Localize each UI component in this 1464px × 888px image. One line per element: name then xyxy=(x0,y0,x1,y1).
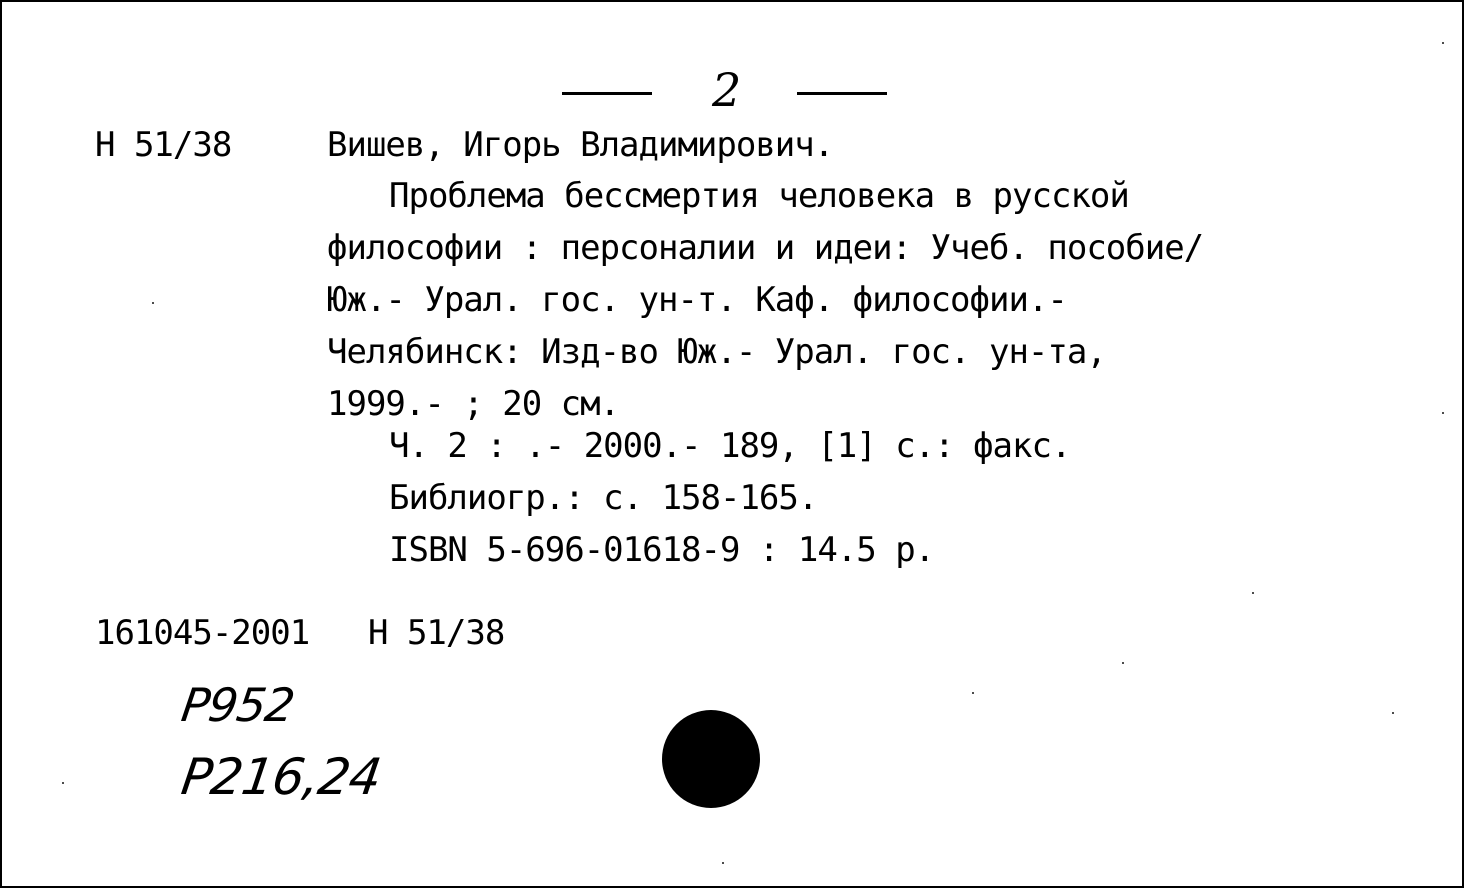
title-line: Проблема бессмертия человека в русской xyxy=(389,176,1129,216)
page-number: 2 xyxy=(712,63,742,117)
handwritten-mark: Р952 xyxy=(178,678,298,732)
scan-speck xyxy=(1442,412,1444,414)
call-number-top: Н 51/38 xyxy=(95,125,232,165)
scan-speck xyxy=(972,692,974,694)
title-description xyxy=(327,170,1277,430)
title-line: философии : персоналии и идеи: Учеб. пособие/ xyxy=(327,228,1204,268)
scan-speck xyxy=(152,302,154,304)
author-heading: Вишев, Игорь Владимирович. xyxy=(327,125,834,165)
title-line: Челябинск: Изд-во Юж.- Урал. гос. ун-та, xyxy=(327,332,1106,372)
scan-speck xyxy=(1442,42,1444,44)
dash-right xyxy=(797,92,887,95)
page-number-header xyxy=(557,62,897,122)
title-line: Юж.- Урал. гос. ун-т. Каф. философии.- xyxy=(327,280,1067,320)
notes-block xyxy=(389,420,1070,576)
note-line-isbn: ISBN 5-696-01618-9 : 14.5 р. xyxy=(389,530,935,570)
note-line-volume: Ч. 2 : .- 2000.- 189, [1] с.: факс. xyxy=(389,426,1071,466)
scan-speck xyxy=(1122,662,1124,664)
note-line-bibliography: Библиогр.: с. 158-165. xyxy=(389,478,818,518)
scan-speck xyxy=(1252,592,1254,594)
punch-hole-icon xyxy=(662,710,760,808)
call-number-bottom: Н 51/38 xyxy=(368,613,505,653)
dash-left xyxy=(562,92,652,95)
title-line: 1999.- ; 20 см. xyxy=(327,384,620,424)
scan-speck xyxy=(722,862,724,864)
handwritten-mark: Р216,24 xyxy=(177,748,385,806)
inventory-number: 161045-2001 xyxy=(95,613,310,653)
scan-speck xyxy=(62,782,64,784)
scan-speck xyxy=(1392,712,1394,714)
